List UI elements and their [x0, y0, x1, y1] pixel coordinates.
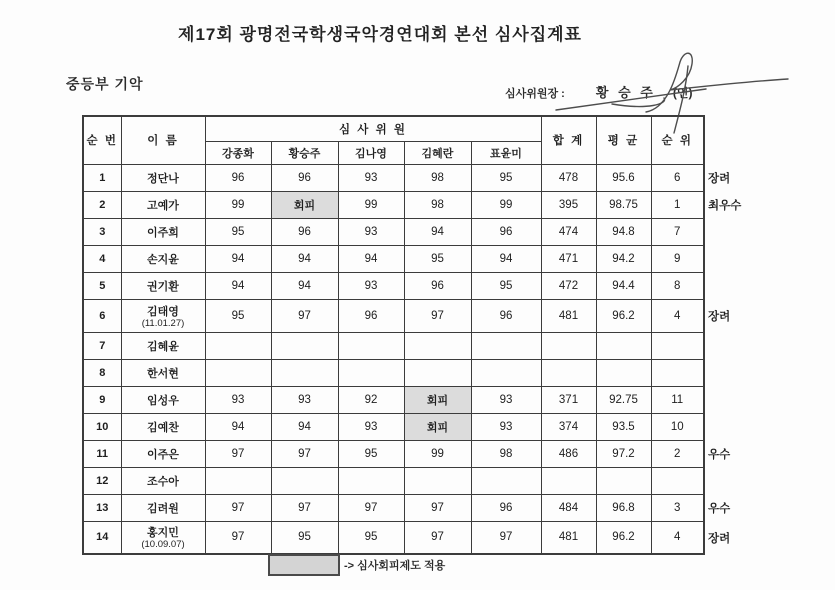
col-header-judge-2: 황승주	[271, 141, 338, 164]
cell-score: 93	[471, 386, 541, 413]
cell-average: 92.75	[596, 386, 651, 413]
cell-award: 최우수	[708, 199, 742, 212]
cell-score: 98	[404, 164, 471, 191]
cell-no: 7	[83, 332, 121, 359]
cell-award: 우수	[708, 502, 731, 515]
table-row	[83, 164, 766, 191]
cell-score	[338, 359, 404, 386]
cell-rank: 6	[651, 164, 704, 191]
cell-average	[596, 332, 651, 359]
cell-score: 93	[205, 386, 271, 413]
col-header-total: 합 계	[541, 116, 596, 164]
cell-score: 94	[404, 218, 471, 245]
table-row	[83, 191, 766, 218]
cell-award: 장려	[708, 532, 731, 545]
cell-score	[271, 359, 338, 386]
cell-average: 94.2	[596, 245, 651, 272]
cell-rank: 8	[651, 272, 704, 299]
cell-score: 94	[205, 272, 271, 299]
cell-no: 5	[83, 272, 121, 299]
cell-contestant-name: 고예가	[121, 191, 205, 218]
cell-score: 99	[471, 191, 541, 218]
cell-total: 374	[541, 413, 596, 440]
cell-contestant-name: 김려원	[121, 494, 205, 521]
table-row	[83, 440, 766, 467]
cell-score: 97	[404, 494, 471, 521]
cell-award	[704, 386, 766, 413]
cell-score: 99	[205, 191, 271, 218]
cell-score	[404, 332, 471, 359]
cell-score: 95	[338, 521, 404, 554]
cell-no: 11	[83, 440, 121, 467]
cell-score: 96	[404, 272, 471, 299]
cell-score: 97	[205, 521, 271, 554]
cell-total: 395	[541, 191, 596, 218]
cell-score: 99	[404, 440, 471, 467]
table-row	[83, 299, 766, 332]
cell-score: 96	[271, 164, 338, 191]
table-row	[83, 386, 766, 413]
cell-score: 94	[471, 245, 541, 272]
cell-contestant-name: 정단나	[121, 164, 205, 191]
cell-award	[704, 332, 766, 359]
cell-score	[404, 359, 471, 386]
cell-contestant-name: 홍지민 (10.09.07)	[121, 521, 205, 554]
col-header-average: 평 균	[596, 116, 651, 164]
cell-contestant-name: 김예찬	[121, 413, 205, 440]
cell-score: 96	[471, 218, 541, 245]
recusal-legend	[268, 554, 445, 576]
cell-rank: 2	[651, 440, 704, 467]
cell-score: 95	[471, 272, 541, 299]
cell-rank	[651, 467, 704, 494]
cell-rank	[651, 332, 704, 359]
chief-judge-block	[505, 82, 692, 101]
cell-score	[271, 467, 338, 494]
cell-award	[704, 359, 766, 386]
cell-contestant-name: 김혜윤	[121, 332, 205, 359]
cell-award	[704, 218, 766, 245]
cell-score: 97	[471, 521, 541, 554]
col-header-judge-4: 김혜란	[404, 141, 471, 164]
cell-rank: 9	[651, 245, 704, 272]
cell-score-recused: 회피	[404, 413, 471, 440]
cell-average: 98.75	[596, 191, 651, 218]
cell-total: 478	[541, 164, 596, 191]
cell-rank: 1	[651, 191, 704, 218]
cell-score: 93	[338, 413, 404, 440]
cell-score: 95	[404, 245, 471, 272]
table-row	[83, 494, 766, 521]
cell-contestant-name: 이주은	[121, 440, 205, 467]
cell-score	[471, 467, 541, 494]
cell-no: 6	[83, 299, 121, 332]
col-header-judge-1: 강종화	[205, 141, 271, 164]
cell-score: 94	[271, 272, 338, 299]
chief-judge-seal-mark: (인)	[672, 86, 693, 100]
cell-score: 94	[271, 245, 338, 272]
table-row	[83, 467, 766, 494]
cell-score	[338, 332, 404, 359]
table-row	[83, 359, 766, 386]
cell-award: 우수	[708, 448, 731, 461]
cell-score: 93	[338, 164, 404, 191]
cell-rank: 4	[651, 521, 704, 554]
cell-rank: 11	[651, 386, 704, 413]
cell-score: 97	[404, 521, 471, 554]
cell-total	[541, 332, 596, 359]
cell-total: 484	[541, 494, 596, 521]
cell-rank: 3	[651, 494, 704, 521]
cell-average: 96.2	[596, 521, 651, 554]
cell-score	[338, 467, 404, 494]
cell-score: 95	[205, 299, 271, 332]
cell-total: 481	[541, 521, 596, 554]
cell-total	[541, 359, 596, 386]
table-row	[83, 218, 766, 245]
cell-score: 95	[205, 218, 271, 245]
cell-average: 95.6	[596, 164, 651, 191]
cell-score: 94	[338, 245, 404, 272]
table-row	[83, 521, 766, 554]
cell-score	[471, 359, 541, 386]
table-row	[83, 332, 766, 359]
cell-award	[704, 245, 766, 272]
col-header-name: 이 름	[121, 116, 205, 164]
cell-score: 96	[471, 494, 541, 521]
cell-score: 94	[205, 245, 271, 272]
cell-total: 371	[541, 386, 596, 413]
col-header-no: 순 번	[83, 116, 121, 164]
cell-average: 96.2	[596, 299, 651, 332]
cell-contestant-name: 조수아	[121, 467, 205, 494]
cell-average: 97.2	[596, 440, 651, 467]
section-title: 중등부 기악	[66, 76, 144, 92]
table-row	[83, 245, 766, 272]
cell-no: 3	[83, 218, 121, 245]
cell-no: 9	[83, 386, 121, 413]
col-header-judge-3: 김나영	[338, 141, 404, 164]
cell-score	[271, 332, 338, 359]
cell-no: 14	[83, 521, 121, 554]
cell-total: 481	[541, 299, 596, 332]
cell-contestant-name: 한서현	[121, 359, 205, 386]
cell-no: 8	[83, 359, 121, 386]
cell-score: 93	[271, 386, 338, 413]
cell-award	[704, 413, 766, 440]
cell-score: 97	[338, 494, 404, 521]
cell-score: 95	[471, 164, 541, 191]
cell-score: 98	[471, 440, 541, 467]
cell-score	[471, 332, 541, 359]
cell-score: 96	[338, 299, 404, 332]
cell-no: 1	[83, 164, 121, 191]
cell-contestant-name: 김태영 (11.01.27)	[121, 299, 205, 332]
cell-total: 486	[541, 440, 596, 467]
cell-rank: 10	[651, 413, 704, 440]
cell-contestant-name: 임성우	[121, 386, 205, 413]
cell-contestant-name: 권기환	[121, 272, 205, 299]
cell-average	[596, 467, 651, 494]
cell-total: 474	[541, 218, 596, 245]
birthdate-note: (10.09.07)	[141, 539, 185, 551]
cell-score	[205, 332, 271, 359]
cell-score: 96	[471, 299, 541, 332]
cell-score: 98	[404, 191, 471, 218]
cell-score	[404, 467, 471, 494]
cell-score: 94	[271, 413, 338, 440]
birthdate-note: (11.01.27)	[141, 317, 185, 329]
cell-score: 97	[205, 440, 271, 467]
cell-score-recused: 회피	[404, 386, 471, 413]
cell-score: 99	[338, 191, 404, 218]
cell-score: 93	[338, 218, 404, 245]
cell-contestant-name: 손지윤	[121, 245, 205, 272]
cell-score-recused: 회피	[271, 191, 338, 218]
cell-no: 2	[83, 191, 121, 218]
cell-award	[704, 467, 766, 494]
cell-score: 97	[271, 299, 338, 332]
cell-no: 13	[83, 494, 121, 521]
cell-award: 장려	[708, 172, 731, 185]
table-row	[83, 272, 766, 299]
cell-score	[205, 467, 271, 494]
recusal-legend-swatch	[268, 554, 340, 576]
cell-no: 12	[83, 467, 121, 494]
cell-average: 93.5	[596, 413, 651, 440]
chief-judge-label: 심사위원장 :	[505, 88, 565, 100]
cell-score: 97	[205, 494, 271, 521]
cell-award: 장려	[708, 310, 731, 323]
award-column-spacer	[704, 116, 766, 164]
cell-score: 97	[271, 440, 338, 467]
col-header-judge-5: 표윤미	[471, 141, 541, 164]
cell-rank: 7	[651, 218, 704, 245]
score-table	[82, 115, 766, 555]
cell-score: 96	[205, 164, 271, 191]
col-header-judges-group: 심 사 위 원	[205, 116, 541, 141]
cell-total: 472	[541, 272, 596, 299]
cell-contestant-name: 이주희	[121, 218, 205, 245]
cell-score: 93	[471, 413, 541, 440]
cell-score: 92	[338, 386, 404, 413]
cell-score: 94	[205, 413, 271, 440]
cell-no: 10	[83, 413, 121, 440]
cell-score: 97	[404, 299, 471, 332]
cell-score: 93	[338, 272, 404, 299]
cell-score: 95	[338, 440, 404, 467]
cell-score	[205, 359, 271, 386]
cell-score: 96	[271, 218, 338, 245]
cell-average: 94.4	[596, 272, 651, 299]
cell-total	[541, 467, 596, 494]
col-header-rank: 순 위	[651, 116, 704, 164]
recusal-legend-text: -> 심사회피제도 적용	[344, 560, 446, 572]
table-row	[83, 413, 766, 440]
cell-no: 4	[83, 245, 121, 272]
cell-average	[596, 359, 651, 386]
cell-total: 471	[541, 245, 596, 272]
cell-rank: 4	[651, 299, 704, 332]
cell-score: 97	[271, 494, 338, 521]
chief-judge-name: 황 승 주	[595, 85, 656, 100]
document-title: 제17회 광명전국학생국악경연대회 본선 심사집계표	[178, 25, 582, 44]
cell-average: 94.8	[596, 218, 651, 245]
cell-rank	[651, 359, 704, 386]
cell-award	[704, 272, 766, 299]
cell-score: 95	[271, 521, 338, 554]
cell-average: 96.8	[596, 494, 651, 521]
